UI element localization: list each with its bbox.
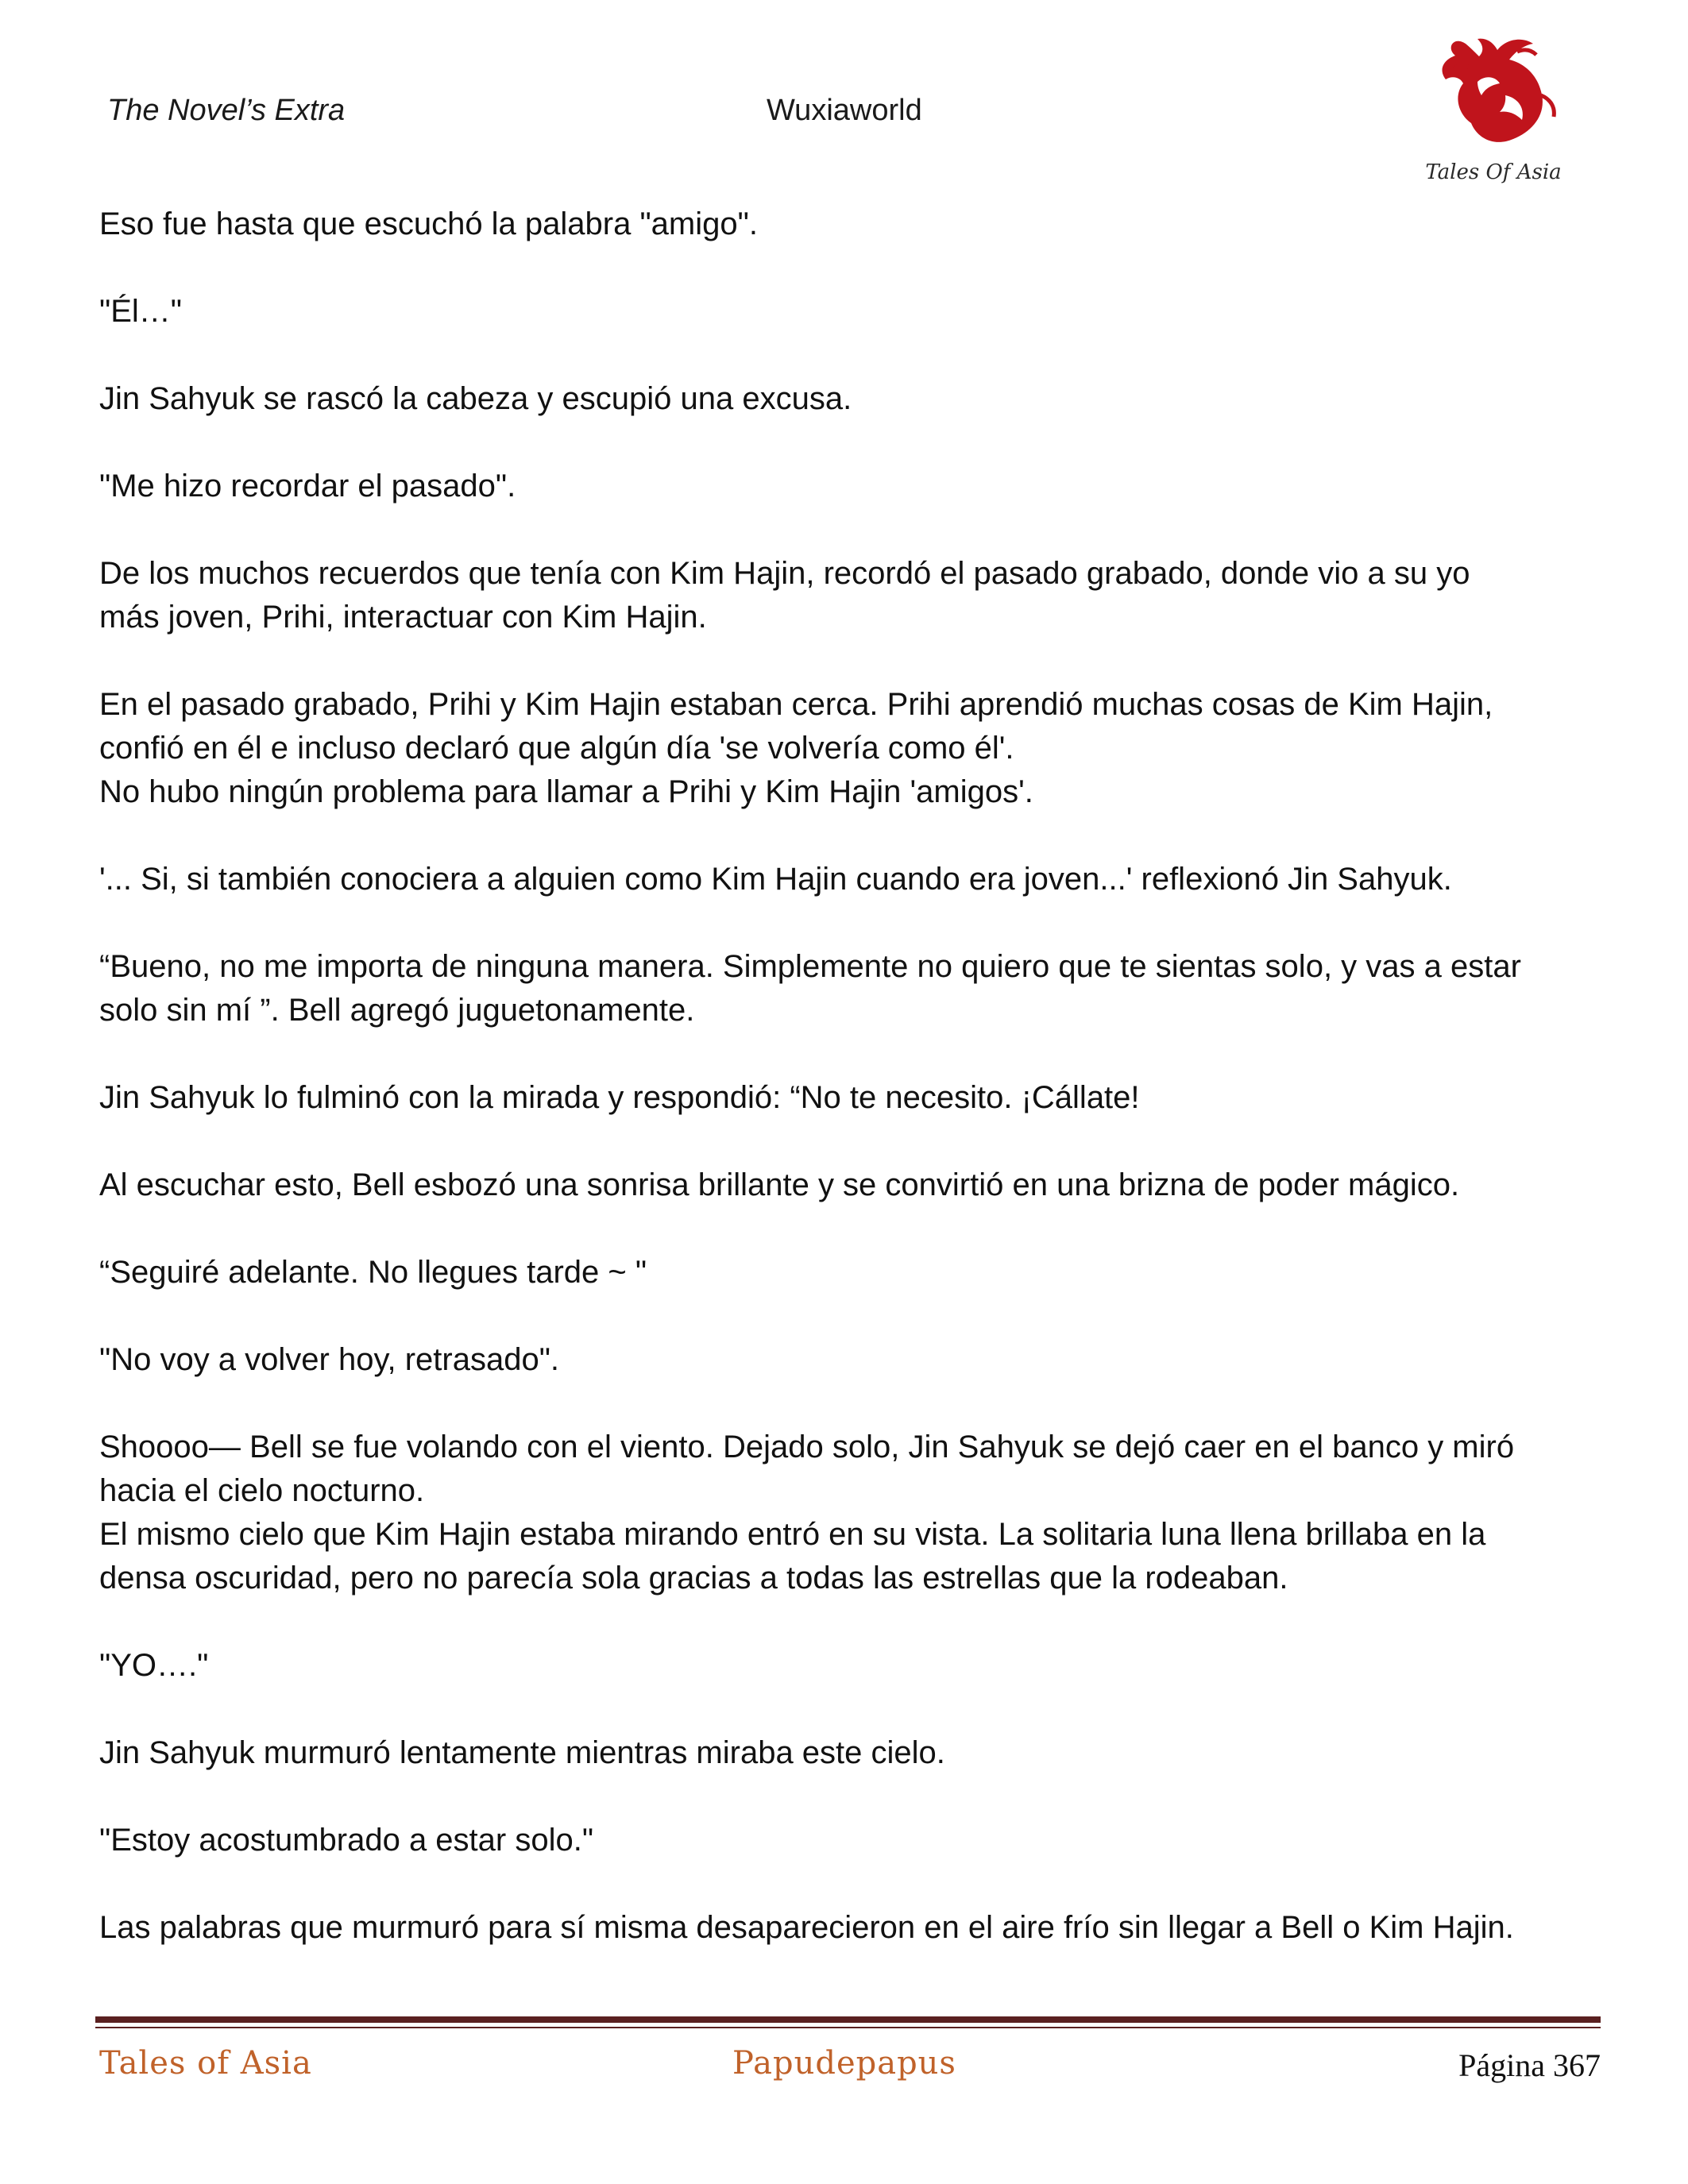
paragraph: “Seguiré adelante. No llegues tarde ~ " — [99, 1255, 647, 1290]
dragon-icon — [1443, 39, 1543, 142]
logo-text: Tales Of Asia — [1425, 160, 1562, 184]
paragraph: Jin Sahyuk murmuró lentamente mientras miraba este cielo. — [99, 1735, 945, 1770]
page-number: Página 367 — [1458, 2047, 1601, 2083]
paragraph: "YO…." — [99, 1648, 209, 1683]
paragraph: "No voy a volver hoy, retrasado". — [99, 1342, 560, 1377]
paragraph: Jin Sahyuk se rascó la cabeza y escupió una excusa. — [99, 381, 852, 416]
paragraph: En el pasado grabado, Prihi y Kim Hajin estaban cerca. Prihi aprendió muchas cosas de Kim Hajin, confió en él e incluso declaró que algún día 'se volvería como él'. No hubo ningún problema para llamar a Prihi y Kim Hajin 'amigos'. — [99, 687, 1493, 809]
tales-of-asia-dragon-logo — [1422, 20, 1565, 191]
footer-rule — [95, 2016, 1601, 2023]
book-title: The Novel’s Extra — [107, 94, 346, 127]
paragraph: De los muchos recuerdos que tenía con Kim Hajin, recordó el pasado grabado, donde vio a su yo más joven, Prihi, interactuar con Kim Hajin. — [99, 556, 1470, 635]
footer-translator: Papudepapus — [732, 2045, 956, 2082]
paragraph: "Él…" — [99, 294, 182, 329]
footer-publisher: Tales of Asia — [99, 2045, 312, 2082]
footer-rule-thin — [95, 2027, 1601, 2028]
paragraph: '... Si, si también conociera a alguien como Kim Hajin cuando era joven...' reflexionó Jin Sahyuk. — [99, 862, 1452, 897]
chapter-body — [99, 203, 1601, 1993]
paragraph: Al escuchar esto, Bell esbozó una sonrisa brillante y se convirtió en una brizna de poder mágico. — [99, 1167, 1460, 1202]
paragraph: "Estoy acostumbrado a estar solo." — [99, 1823, 594, 1858]
paragraph: Jin Sahyuk lo fulminó con la mirada y respondió: “No te necesito. ¡Cállate! — [99, 1080, 1140, 1115]
paragraph: "Me hizo recordar el pasado". — [99, 469, 516, 504]
site-name: Wuxiaworld — [767, 94, 922, 127]
paragraph: Eso fue hasta que escuchó la palabra "amigo". — [99, 206, 758, 241]
paragraph: “Bueno, no me importa de ninguna manera. Simplemente no quiero que te sientas solo, y vas a estar solo sin mí ”. Bell agregó juguetonamente. — [99, 949, 1521, 1028]
paragraph: Shoooo— Bell se fue volando con el viento. Dejado solo, Jin Sahyuk se dejó caer en el banco y miró hacia el cielo nocturno. El mismo cielo que Kim Hajin estaba mirando entró en su vista. La solitaria luna llena brillaba en la densa oscuridad, pero no parecía sola gracias a todas las estrellas que la rodeaban. — [99, 1430, 1515, 1596]
paragraph: Las palabras que murmuró para sí misma desaparecieron en el aire frío sin llegar a Bell o Kim Hajin. — [99, 1910, 1514, 1945]
